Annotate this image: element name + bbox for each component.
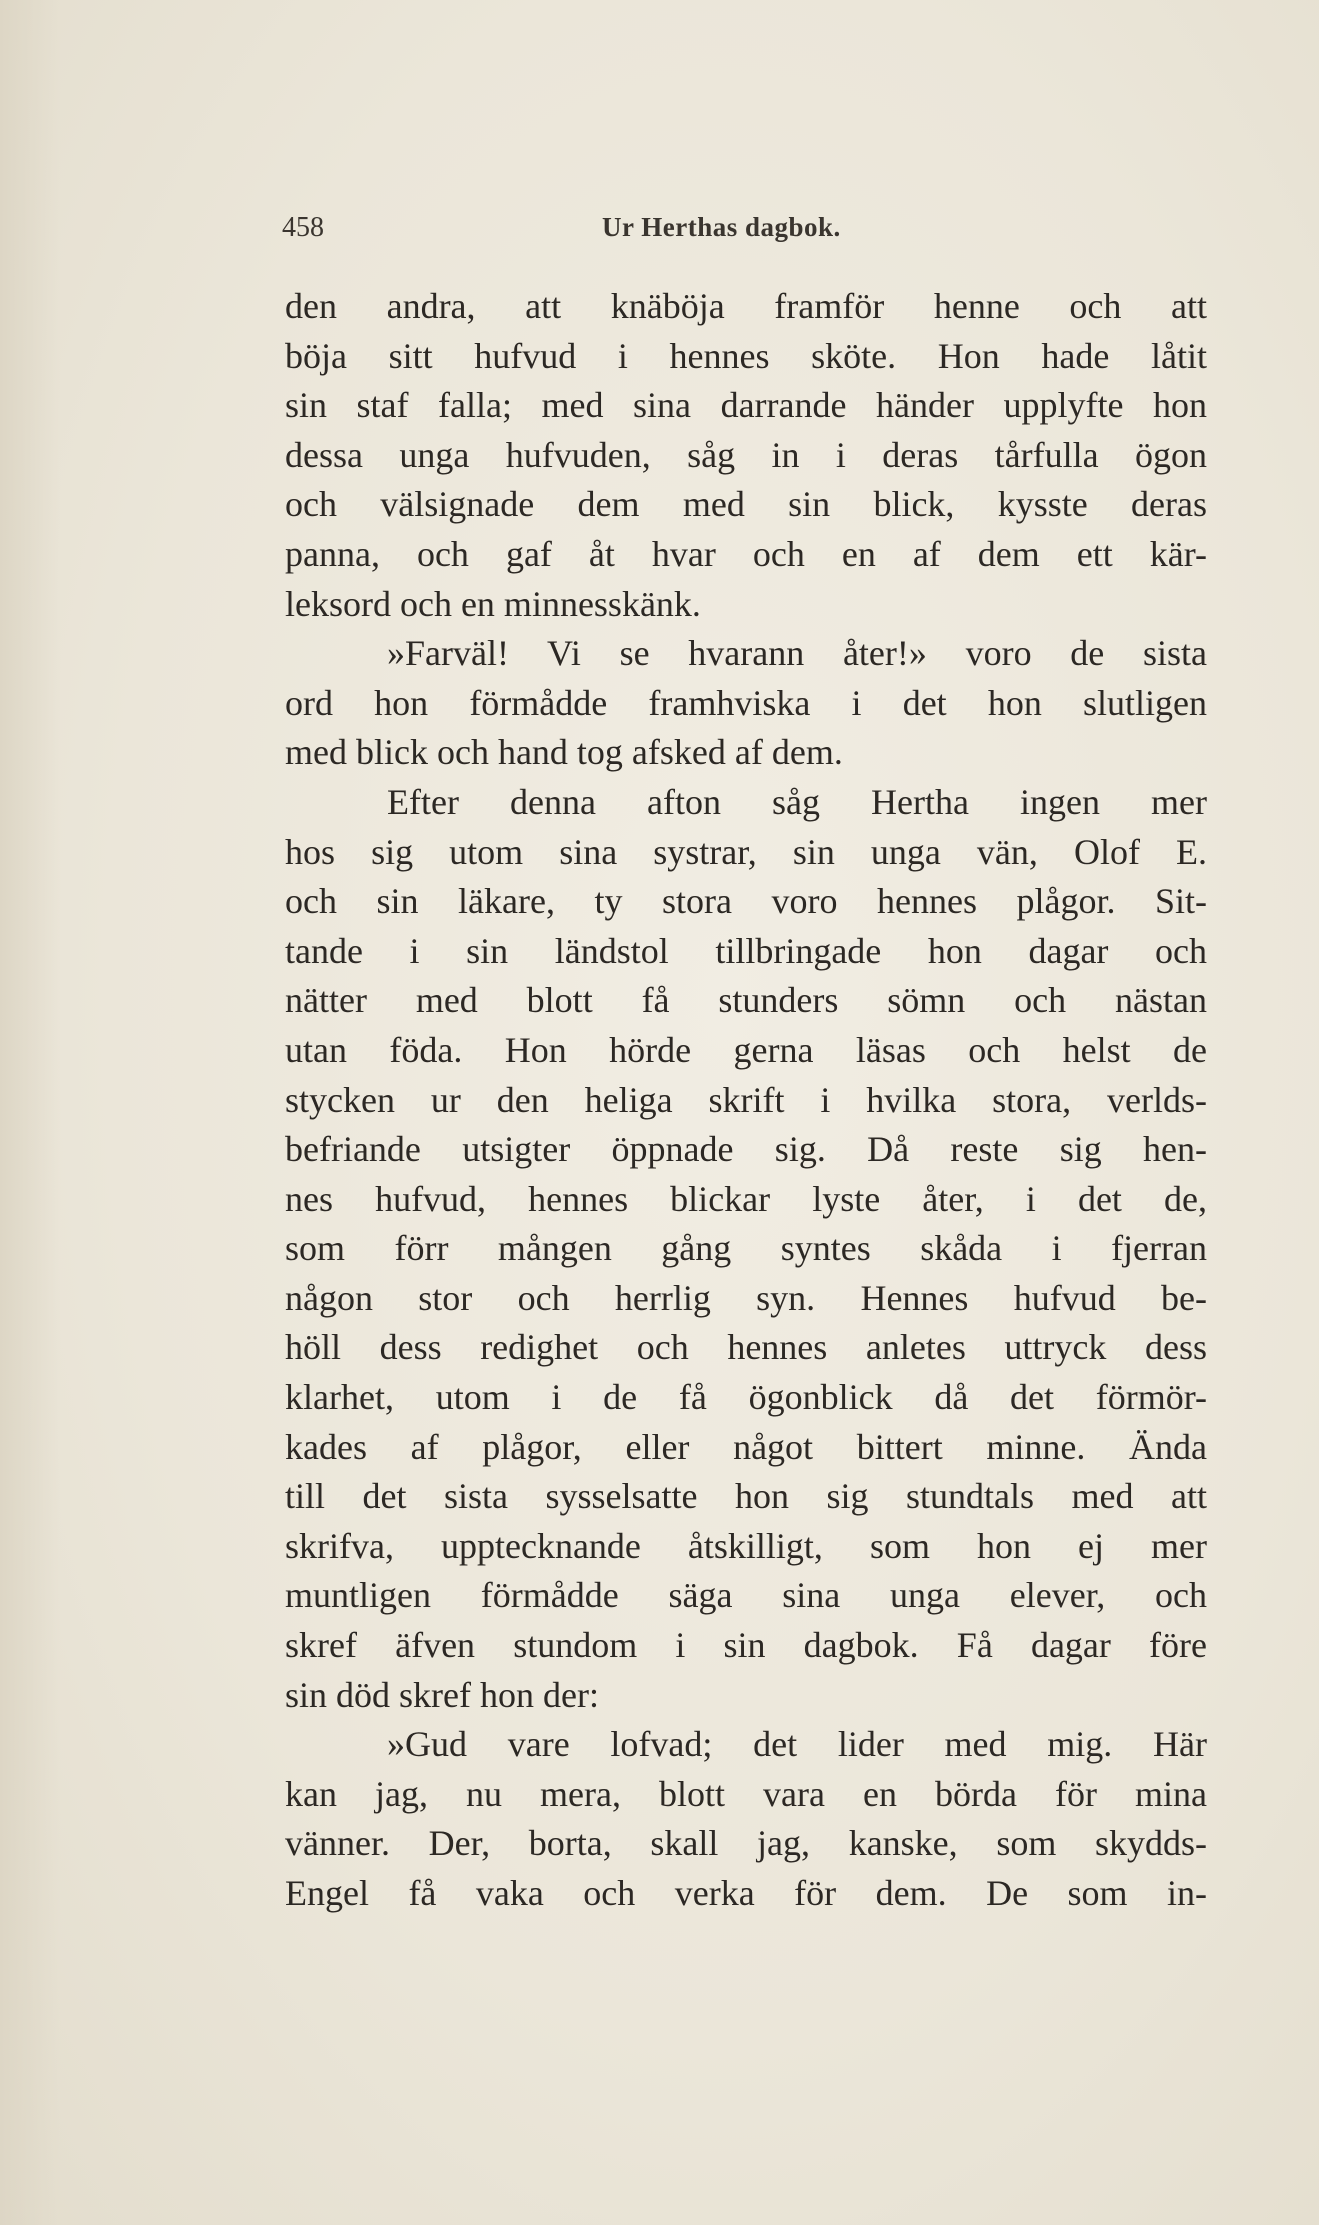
text-line: befriande utsigter öppnade sig. Då reste sig hen- [285, 1129, 1207, 1170]
text-line: muntligen förmådde säga sina unga elever, och [285, 1575, 1207, 1616]
text-line: »Farväl! Vi se hvarann åter!» voro de sista [387, 633, 1207, 674]
text-line: och sin läkare, ty stora voro hennes plågor. Sit- [285, 881, 1207, 922]
text-line: utan föda. Hon hörde gerna läsas och helst de [285, 1029, 1207, 1070]
text-line: sin död skref hon der: [285, 1674, 599, 1715]
text-line: nes hufvud, hennes blickar lyste åter, i det de, [285, 1178, 1207, 1219]
text-line: skref äfven stundom i sin dagbok. Få dagar före [285, 1625, 1207, 1666]
text-line: Engel få vaka och verka för dem. De som in- [285, 1873, 1207, 1913]
page-number: 458 [282, 212, 324, 243]
text-line: vänner. Der, borta, skall jag, kanske, som skydds- [285, 1823, 1207, 1864]
text-line: Efter denna afton såg Hertha ingen mer [387, 781, 1207, 822]
text-line: klarhet, utom i de få ögonblick då det förmör- [285, 1377, 1207, 1418]
text-line: hos sig utom sina systrar, sin unga vän, Olof E. [285, 831, 1207, 872]
text-line: med blick och hand tog afsked af dem. [285, 732, 843, 773]
text-line: böja sitt hufvud i hennes sköte. Hon hade låtit [285, 335, 1207, 376]
text-line: tande i sin ländstol tillbringade hon dagar och [285, 930, 1207, 971]
text-line: leksord och en minnesskänk. [285, 583, 701, 624]
text-line: kan jag, nu mera, blott vara en börda för mina [285, 1773, 1207, 1814]
running-header [282, 212, 1202, 252]
text-line: nätter med blott få stunders sömn och nästan [285, 980, 1207, 1021]
text-line: till det sista sysselsatte hon sig stundtals med att [285, 1476, 1207, 1517]
text-line: någon stor och herrlig syn. Hennes hufvud be- [285, 1277, 1207, 1318]
body-text [285, 282, 1207, 1919]
running-title: Ur Herthas dagbok. [602, 212, 841, 242]
text-line: skrifva, upptecknande åtskilligt, som hon ej mer [285, 1525, 1207, 1566]
text-line: »Gud vare lofvad; det lider med mig. Här [387, 1724, 1207, 1765]
text-line: den andra, att knäböja framför henne och att [285, 286, 1207, 326]
text-line: kades af plågor, eller något bittert minne. Ända [285, 1426, 1207, 1467]
text-line: stycken ur den heliga skrift i hvilka stora, verlds- [285, 1079, 1207, 1120]
text-line: och välsignade dem med sin blick, kysste deras [285, 484, 1207, 525]
text-line: som förr mången gång syntes skåda i fjerran [285, 1228, 1207, 1269]
page-edge-shadow [0, 0, 60, 2225]
text-line: ord hon förmådde framhviska i det hon slutligen [285, 682, 1207, 723]
text-line: dessa unga hufvuden, såg in i deras tårfulla ögon [285, 434, 1207, 475]
text-line: panna, och gaf åt hvar och en af dem ett kär- [285, 533, 1207, 574]
text-line: höll dess redighet och hennes anletes uttryck dess [285, 1327, 1207, 1368]
text-line: sin staf falla; med sina darrande händer upplyfte hon [285, 385, 1207, 426]
